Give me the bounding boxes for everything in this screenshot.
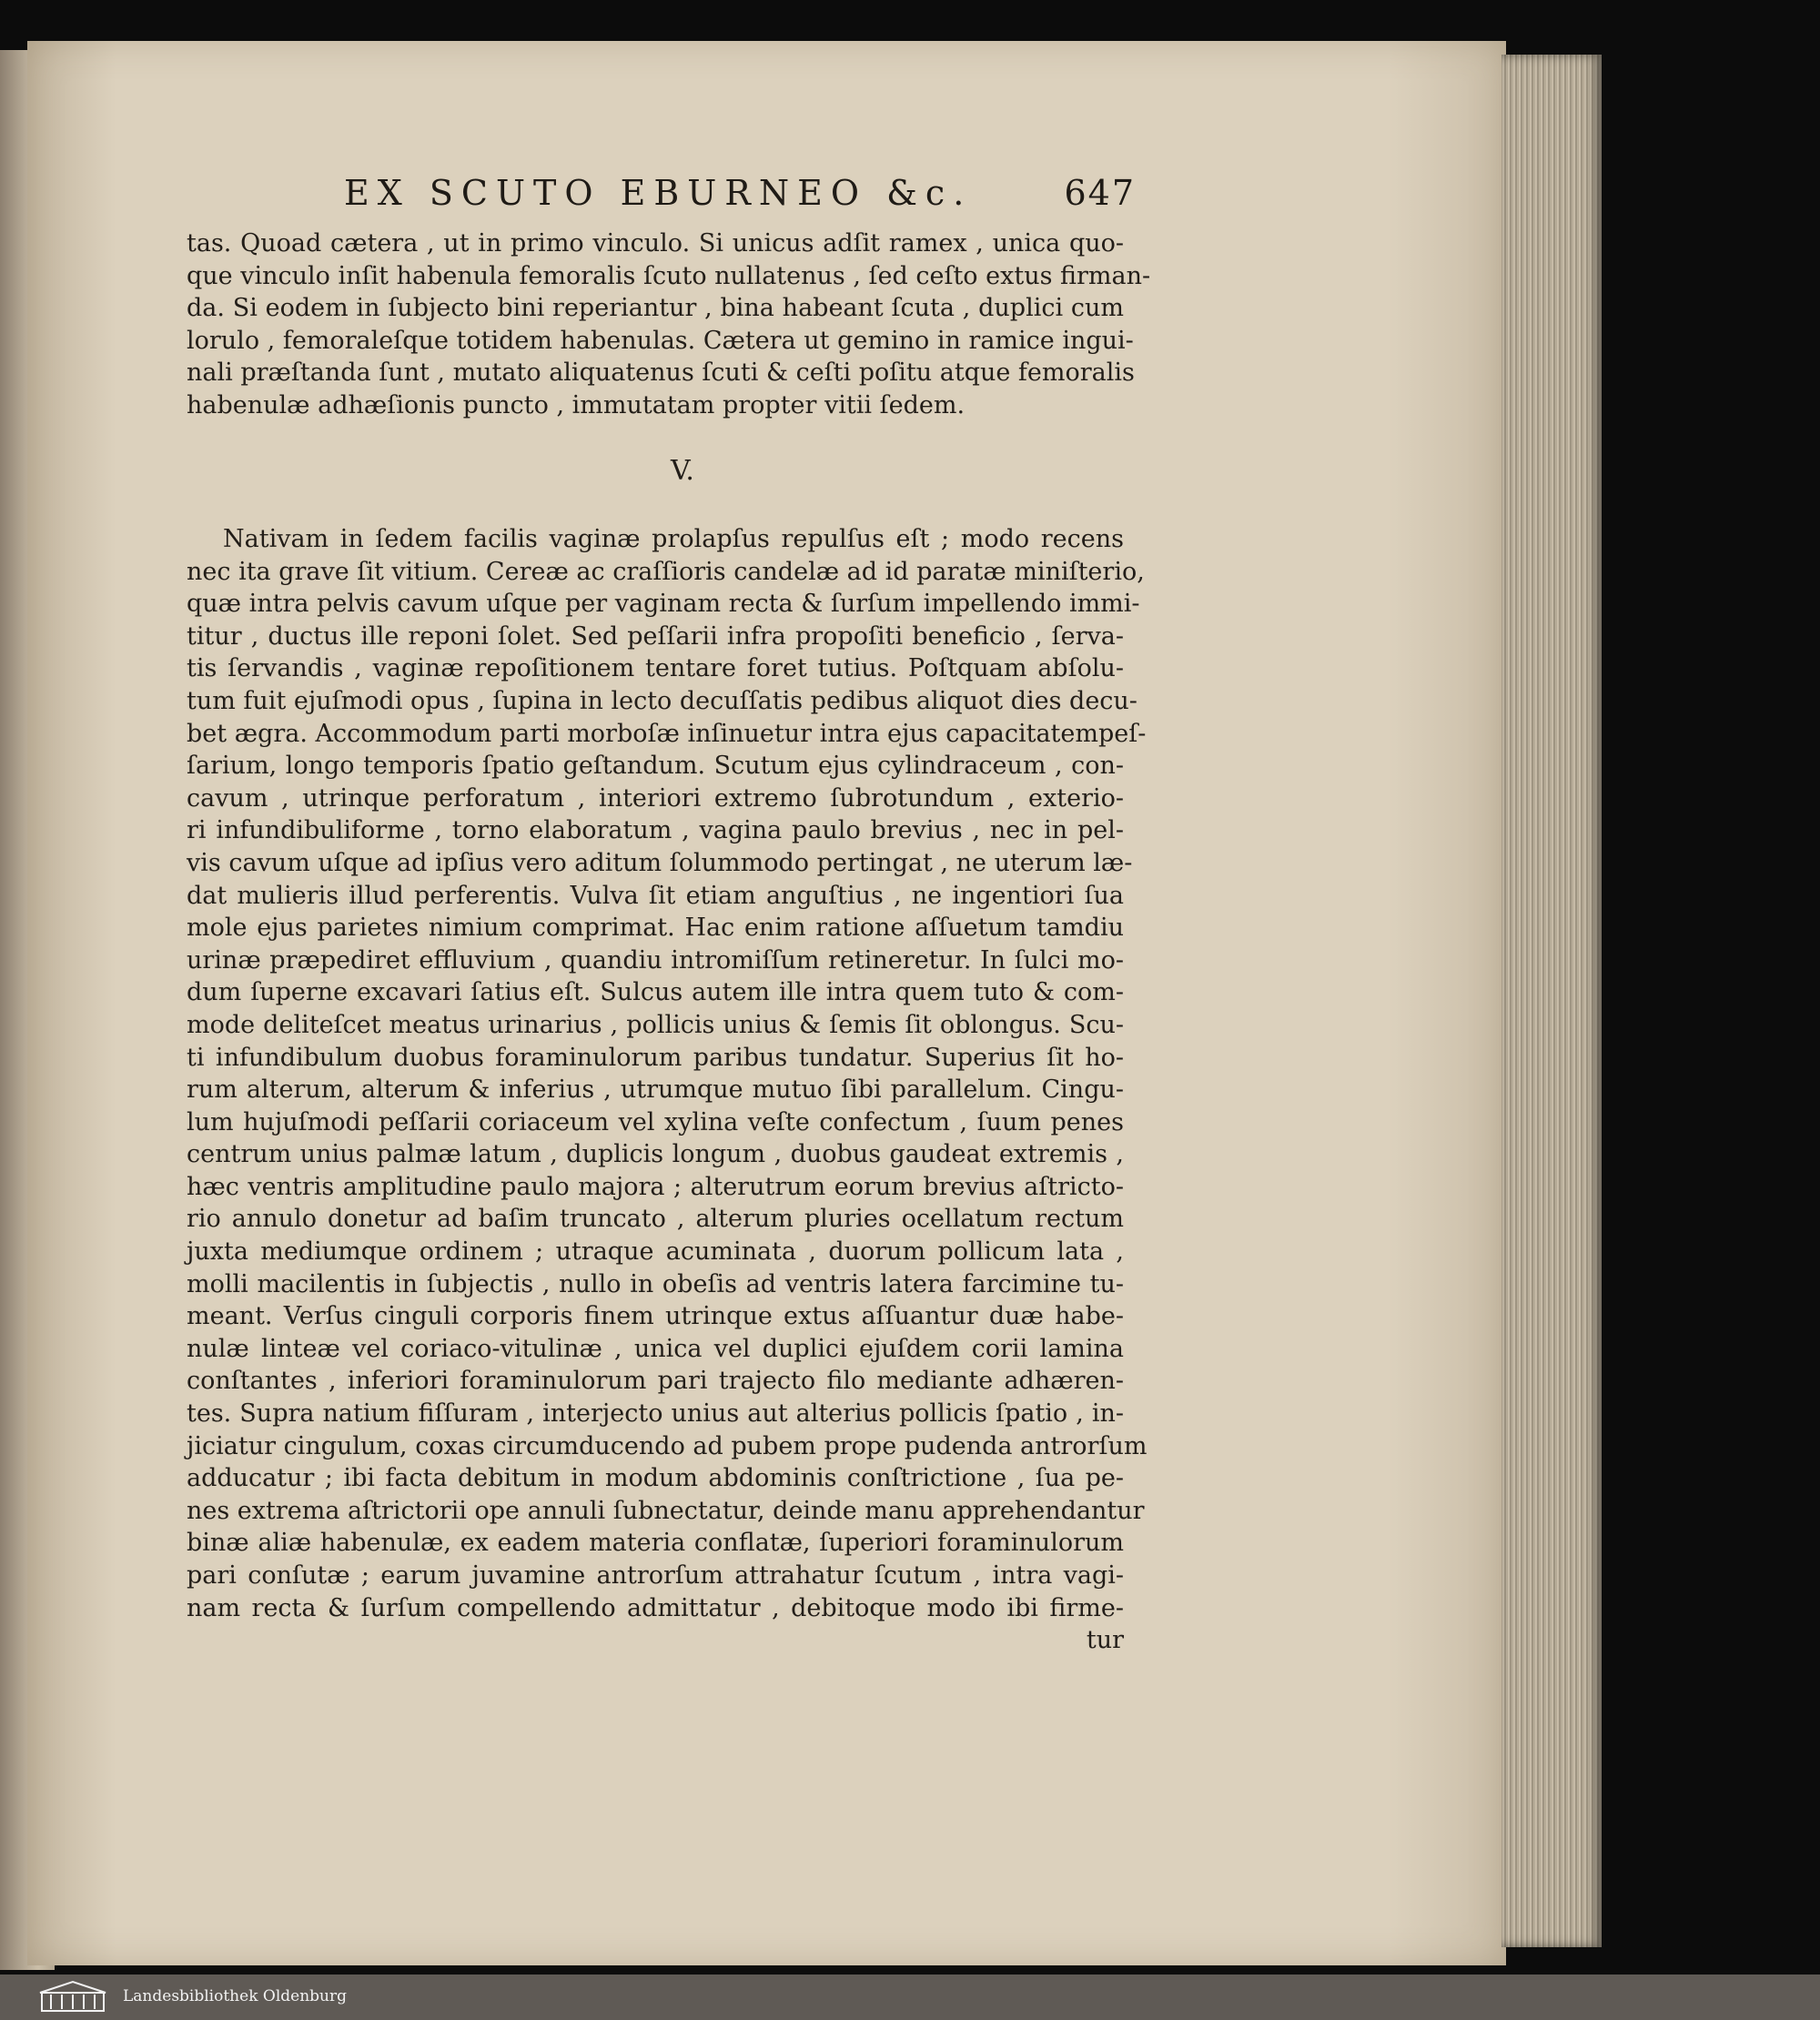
text-line: centrum unius palmæ latum , duplicis longum , duobus gaudeat extremis ,: [187, 1140, 1124, 1169]
text-line: tum fuit ejuſmodi opus , ſupina in lecto decuſſatis pedibus aliquot dies decu-: [187, 686, 1138, 715]
library-building-icon: [36, 1980, 109, 2015]
text-line: ti infundibulum duobus foraminulorum paribus tundatur. Superius ſit ho-: [187, 1043, 1124, 1072]
text-line: da. Si eodem in ſubjecto bini reperiantur , bina habeant ſcuta , duplici cum: [187, 294, 1124, 323]
page-stack-edges: [1502, 55, 1602, 1947]
text-line: bet ægra. Accommodum parti morboſæ inſinuetur intra ejus capacitatempeſ-: [187, 719, 1147, 748]
paragraph-section-v: [187, 523, 1148, 1657]
text-line: binæ aliæ habenulæ, ex eadem materia conflatæ, ſuperiori foraminulorum: [187, 1529, 1124, 1558]
text-line: cavum , utrinque perforatum , interiori extremo ſubrotundum , exterio-: [187, 783, 1124, 813]
text-line: quæ intra pelvis cavum uſque per vaginam recta & ſurſum impellendo immi-: [187, 590, 1140, 619]
text-line: nec ita grave ſit vitium. Cereæ ac craſſioris candelæ ad id paratæ miniſterio,: [187, 557, 1145, 586]
text-line: molli macilentis in ſubjectis , nullo in obeſis ad ventris latera farcimine tu-: [187, 1269, 1124, 1298]
text-line: nes extrema aſtrictorii ope annuli ſubnectatur, deinde manu apprehendantur: [187, 1496, 1145, 1525]
text-line: ſarium, longo temporis ſpatio geſtandum. Scutum ejus cylindraceum , con-: [187, 752, 1124, 781]
text-line: tis ſervandis , vaginæ repoſitionem tentare foret tutius. Poſtquam abſolu-: [187, 654, 1124, 683]
text-line: tes. Supra natium fiſſuram , interjecto unius aut alterius pollicis ſpatio , in-: [187, 1399, 1124, 1429]
text-line: tas. Quoad cætera , ut in primo vinculo. Si unicus adſit ramex , unica quo-: [187, 229, 1124, 258]
library-name: Landesbibliothek Oldenburg: [123, 1987, 348, 2005]
text-line: adducatur ; ibi facta debitum in modum abdominis conſtrictione , ſua pe-: [187, 1464, 1124, 1493]
text-line: rum alterum, alterum & inferius , utrumque mutuo ſibi parallelum. Cingu-: [187, 1076, 1124, 1105]
text-line: urinæ præpediret effluvium , quandiu intromiſſum retineretur. In ſulci mo-: [187, 945, 1124, 975]
text-line: conſtantes , inferiori foraminulorum pari trajecto filo mediante adhæren-: [187, 1367, 1124, 1396]
text-line: meant. Verſus cinguli corporis finem utrinque extus aſſuantur duæ habe-: [187, 1302, 1124, 1331]
section-number: V.: [671, 455, 694, 487]
text-line: pari conſutæ ; earum juvamine antrorſum attrahatur ſcutum , intra vagi-: [187, 1561, 1124, 1590]
paragraph-continued: [187, 227, 1151, 422]
catchword: tur: [1086, 1626, 1124, 1655]
text-line: lorulo , femoraleſque totidem habenulas. Cætera ut gemino in ramice ingui-: [187, 326, 1134, 355]
text-line: dat mulieris illud perferentis. Vulva ſit etiam anguſtius , ne ingentiori ſua: [187, 881, 1124, 910]
text-line: hæc ventris amplitudine paulo majora ; alterutrum eorum brevius aſtricto-: [187, 1172, 1124, 1201]
text-line: mode deliteſcet meatus urinarius , pollicis unius & ſemis ſit oblongus. Scu-: [187, 1010, 1124, 1039]
running-header: [344, 173, 1136, 218]
text-line: habenulæ adhæſionis puncto , immutatam propter vitii ſedem.: [187, 390, 966, 419]
text-line: rio annulo donetur ad baſim truncato , alterum pluries ocellatum rectum: [187, 1205, 1124, 1234]
text-line: ri infundibuliforme , torno elaboratum , vagina paulo brevius , nec in pel-: [187, 816, 1124, 845]
text-line: titur , ductus ille reponi ſolet. Sed peſſarii infra propoſiti beneficio , ſerva-: [187, 621, 1124, 651]
text-line: vis cavum uſque ad ipſius vero aditum ſolummodo pertingat , ne uterum læ-: [187, 848, 1133, 877]
text-line: nam recta & ſurſum compellendo admittatur , debitoque modo ibi firme-: [187, 1593, 1124, 1622]
page-number: 647: [1064, 173, 1136, 213]
library-footer-bar: [0, 1975, 1820, 2020]
text-line: dum ſuperne excavari ſatius eſt. Sulcus autem ille intra quem tuto & com-: [187, 978, 1124, 1007]
text-line: mole ejus parietes nimium comprimat. Hac enim ratione aſſuetum tamdiu: [187, 914, 1124, 943]
text-line: Nativam in ſedem facilis vaginæ prolapſus repulſus eſt ; modo recens: [223, 525, 1124, 553]
text-line: lum hujuſmodi peſſarii coriaceum vel xylina veſte confectum , ſuum penes: [187, 1107, 1124, 1136]
running-title: EX SCUTO EBURNEO &c.: [344, 173, 973, 213]
text-line: jiciatur cingulum, coxas circumducendo ad pubem prope pudenda antrorſum: [187, 1431, 1148, 1460]
text-line: nali præſtanda ſunt , mutato aliquatenus ſcuti & ceſti poſitu atque femoralis: [187, 359, 1135, 388]
text-line: juxta mediumque ordinem ; utraque acuminata , duorum pollicum lata ,: [187, 1237, 1124, 1267]
text-line: que vinculo inſit habenula femoralis ſcuto nullatenus , ſed ceſto extus firman-: [187, 261, 1151, 290]
text-line: nulæ linteæ vel coriaco-vitulinæ , unica vel duplici ejuſdem corii lamina: [187, 1334, 1124, 1363]
